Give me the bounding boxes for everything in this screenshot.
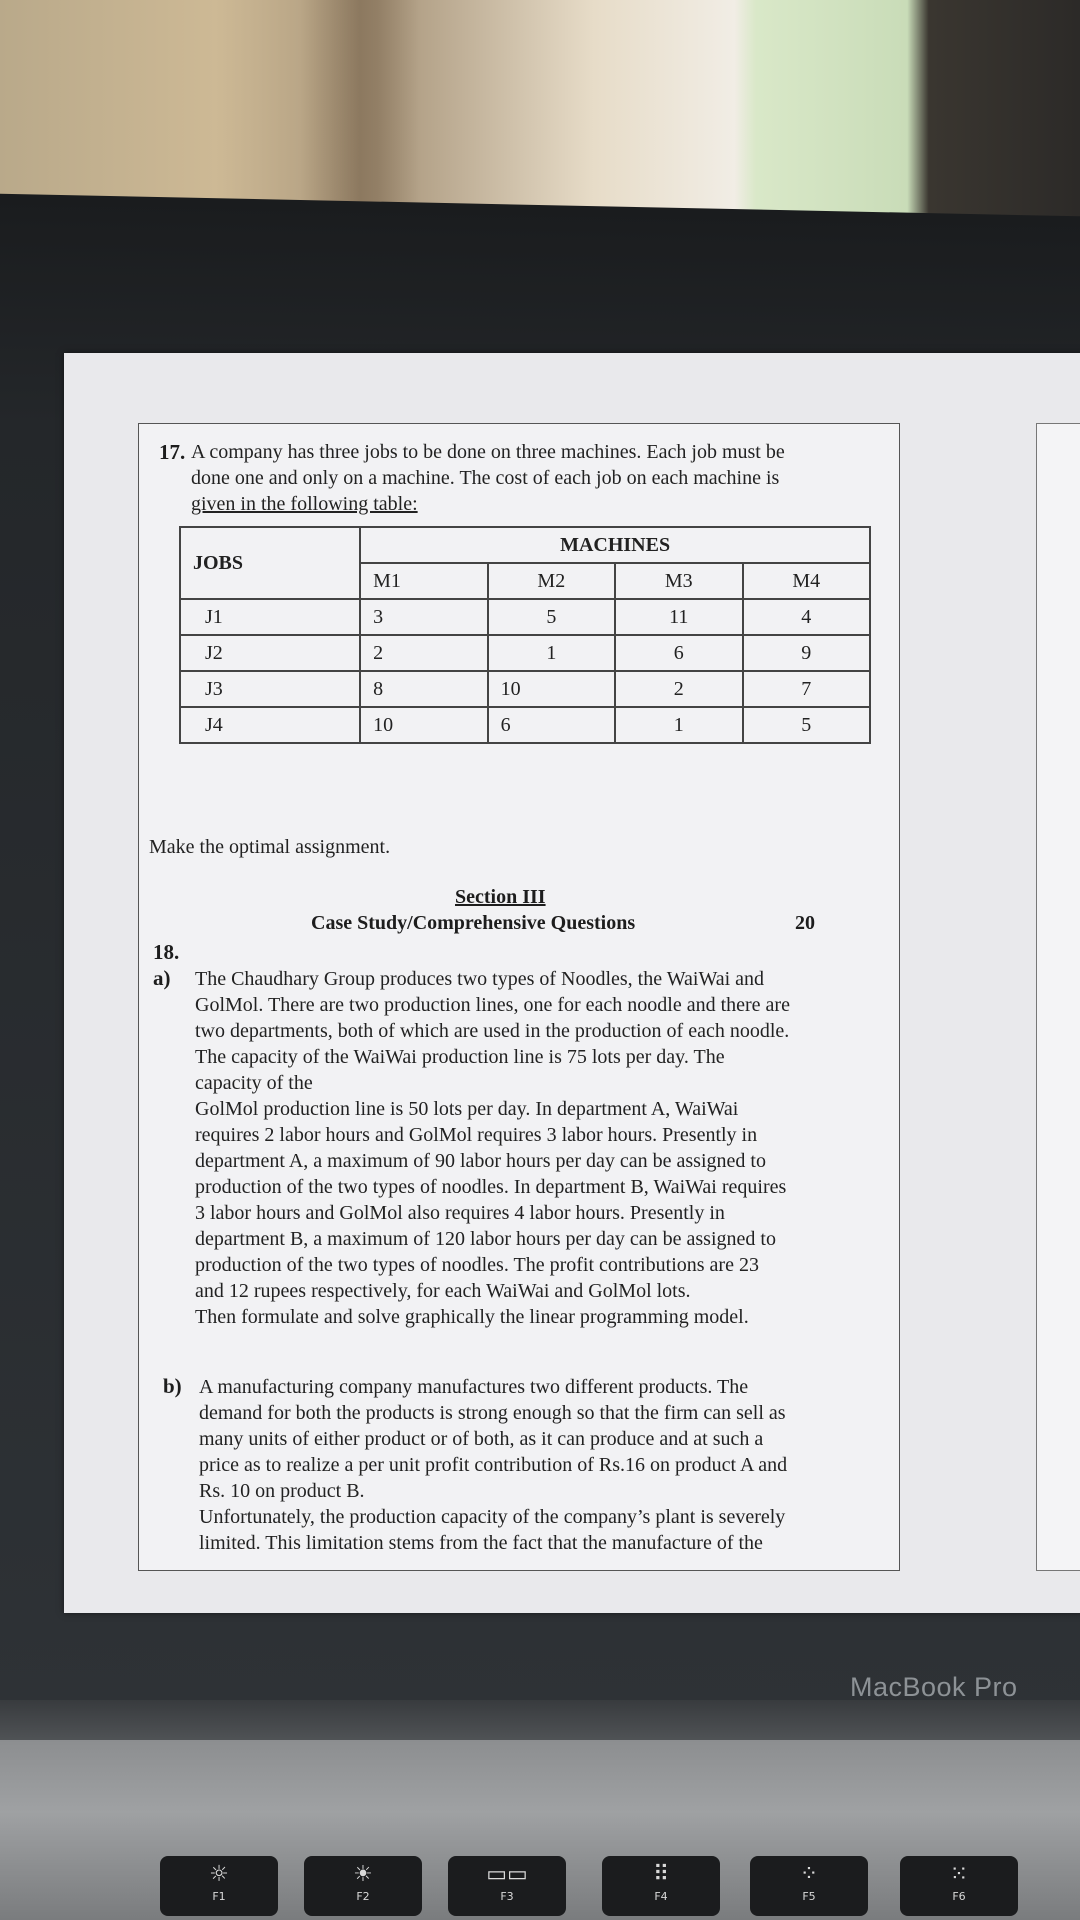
brightness-down-icon: ☼ [209,1862,229,1887]
curtain-shadow [300,0,420,230]
key-f1[interactable] [160,1856,278,1916]
cost-cell: 5 [743,707,871,743]
launchpad-icon: ⠿ [652,1862,670,1887]
q18a-line: and 12 rupees respectively, for each WaiWai and GolMol lots. [195,1280,691,1302]
laptop-screen [64,353,1080,1613]
table-row [180,599,870,635]
q18a-line: The Chaudhary Group produces two types of Noodles, the WaiWai and [195,968,765,990]
q18a-line: department A, a maximum of 90 labor hours per day can be assigned to [195,1150,766,1172]
q18a-line: The capacity of the WaiWai production line is 75 lots per day. The [195,1046,725,1068]
key-f6[interactable] [900,1856,1018,1916]
adjacent-page [1036,423,1080,1571]
table-row [180,635,870,671]
cost-cell: 6 [615,635,742,671]
q18a-line: production of the two types of noodles. In department B, WaiWai requires [195,1176,787,1198]
keyboard-light-up-icon: ⁙ [949,1862,969,1887]
cost-cell: 10 [360,707,487,743]
key-label: F3 [500,1890,514,1903]
cost-cell: 6 [488,707,615,743]
q18a-line: GolMol. There are two production lines, one for each noodle and there are [195,994,790,1016]
q18a-line: Then formulate and solve graphically the linear programming model. [195,1306,749,1328]
section-title: Section III [455,886,546,908]
cost-cell: 1 [615,707,742,743]
cost-cell: 11 [615,599,742,635]
key-label: F4 [654,1890,668,1903]
cost-cell: 9 [743,635,871,671]
q18a-line: department B, a maximum of 120 labor hours per day can be assigned to [195,1228,776,1250]
q18b-line: A manufacturing company manufactures two different products. The [199,1376,749,1398]
key-label: F2 [356,1890,370,1903]
jobs-header: JOBS [180,527,360,599]
q17-instruction: Make the optimal assignment. [149,836,391,858]
key-f4[interactable] [602,1856,720,1916]
q18b-line: Unfortunately, the production capacity of the company’s plant is severely [199,1506,786,1528]
q18a-label: a) [153,966,171,990]
key-f5[interactable] [750,1856,868,1916]
cost-cell: 2 [615,671,742,707]
q18b-line: Rs. 10 on product B. [199,1480,365,1502]
q18a-text [195,966,885,1330]
q18a-line: production of the two types of noodles. The profit contributions are 23 [195,1254,759,1276]
job-cell: J1 [180,599,360,635]
q18b-line: demand for both the products is strong enough so that the firm can sell as [199,1402,786,1424]
table-header-row [180,527,870,563]
cost-cell: 4 [743,599,871,635]
q18a-line: two departments, both of which are used in the production of each noodle. [195,1020,790,1042]
keyboard-light-down-icon: ⁘ [799,1862,819,1887]
cost-cell: 8 [360,671,487,707]
table-row [180,671,870,707]
cost-cell: 1 [488,635,615,671]
machine-label: M1 [360,563,487,599]
cost-cell: 3 [360,599,487,635]
cost-cell: 7 [743,671,871,707]
q17-text [191,439,891,517]
q17-line: A company has three jobs to be done on three machines. Each job must be [191,441,785,463]
q18a-line: GolMol production line is 50 lots per day. In department A, WaiWai [195,1098,739,1120]
section-subtitle: Case Study/Comprehensive Questions [311,912,636,934]
q18a-line: requires 2 labor hours and GolMol requires 3 labor hours. Presently in [195,1124,758,1146]
q18b-line: limited. This limitation stems from the fact that the manufacture of the [199,1532,763,1554]
q17-line: given in the following table: [191,493,418,515]
section-marks: 20 [795,912,815,934]
key-f2[interactable] [304,1856,422,1916]
room-background [0,0,1080,230]
cost-table [179,526,871,744]
key-label: F6 [952,1890,966,1903]
machine-label: M4 [743,563,871,599]
job-cell: J4 [180,707,360,743]
q18a-line: 3 labor hours and GolMol also requires 4 labor hours. Presently in [195,1202,725,1224]
cost-cell: 2 [360,635,487,671]
machines-header: MACHINES [360,527,870,563]
mission-control-icon: ▭▭ [486,1862,528,1887]
q18-number: 18. [153,940,180,964]
job-cell: J3 [180,671,360,707]
machine-label: M3 [615,563,742,599]
q18b-text [199,1374,889,1556]
cost-cell: 10 [488,671,615,707]
cost-cell: 5 [488,599,615,635]
key-label: F5 [802,1890,816,1903]
key-f3[interactable] [448,1856,566,1916]
exam-page [138,423,900,1571]
table-row [180,707,870,743]
q18b-line: many units of either product or of both, as it can produce and at such a [199,1428,764,1450]
key-label: F1 [212,1890,226,1903]
q17-line: done one and only on a machine. The cost of each job on each machine is [191,467,780,489]
brightness-up-icon: ☀ [353,1862,373,1887]
job-cell: J2 [180,635,360,671]
q18b-line: price as to realize a per unit profit contribution of Rs.16 on product A and [199,1454,788,1476]
q18a-line: capacity of the [195,1072,313,1094]
q17-number: 17. [159,440,186,464]
q18b-label: b) [163,1374,182,1398]
laptop-brand-label: MacBook Pro [850,1672,1018,1702]
machine-label: M2 [488,563,615,599]
